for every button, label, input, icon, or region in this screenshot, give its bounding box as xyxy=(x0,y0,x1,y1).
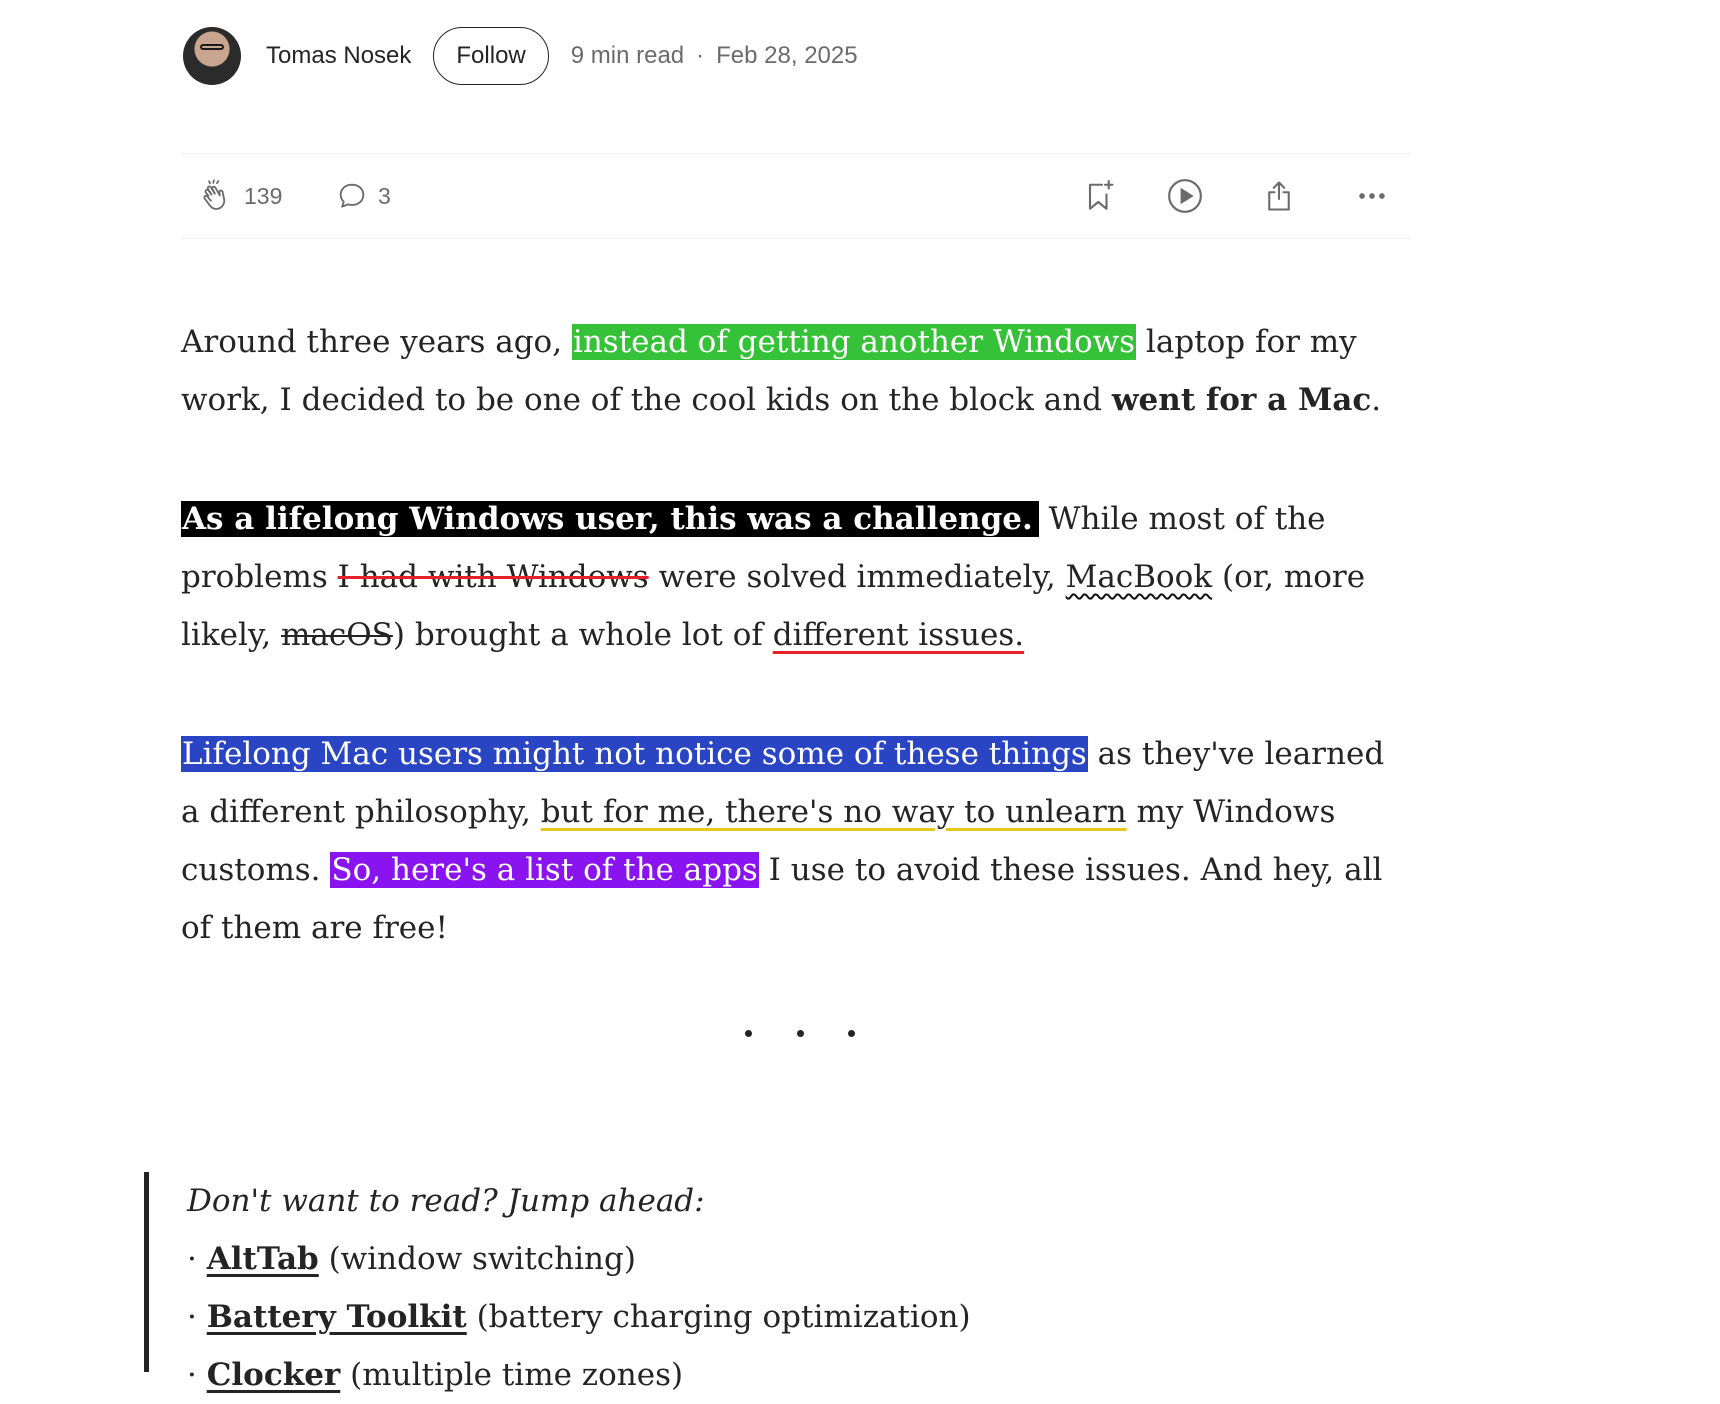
comment-button[interactable] xyxy=(336,154,391,238)
listen-button[interactable] xyxy=(1165,154,1205,238)
clap-count: 139 xyxy=(244,182,283,209)
black-highlight[interactable]: As a lifelong Windows user, this was a challenge. xyxy=(181,501,1039,537)
bold-text: went for a Mac xyxy=(1111,382,1372,418)
list-item xyxy=(187,1288,1244,1346)
comment-count: 3 xyxy=(378,182,391,209)
purple-highlight[interactable]: So, here's a list of the apps xyxy=(331,852,758,888)
yellow-underline[interactable]: but for me, there's no way to unlearn xyxy=(540,794,1127,830)
clap-icon xyxy=(198,178,234,214)
separator-dot xyxy=(745,1030,752,1037)
link-battery-toolkit[interactable]: Battery Toolkit xyxy=(206,1299,467,1335)
bullet: · xyxy=(187,1299,207,1335)
jump-ahead-quote xyxy=(144,1172,1244,1393)
separator-dot xyxy=(797,1030,804,1037)
paragraph-2 xyxy=(181,490,1411,664)
publish-date: Feb 28, 2025 xyxy=(716,42,858,69)
article-body xyxy=(181,313,1411,1018)
list-item xyxy=(187,1230,1244,1288)
author-name[interactable]: Tomas Nosek xyxy=(266,42,412,69)
comment-icon xyxy=(336,180,368,212)
link-clocker[interactable]: Clocker xyxy=(206,1357,341,1393)
text-span: my Windows customs. xyxy=(181,794,1336,888)
wavy-underline[interactable]: MacBook xyxy=(1065,559,1213,595)
black-strikethrough[interactable]: macOS xyxy=(280,617,393,653)
bookmark-add-icon xyxy=(1081,178,1117,214)
red-underline[interactable]: different issues. xyxy=(772,617,1025,653)
read-time-label: 9 min read xyxy=(570,42,685,69)
green-highlight[interactable]: instead of getting another Windows xyxy=(572,324,1136,360)
text-span: as they've learned a different philosophy, xyxy=(181,736,1385,830)
separator-dot xyxy=(848,1030,855,1037)
paragraph-3 xyxy=(181,725,1411,957)
item-description: (battery charging optimization) xyxy=(466,1299,971,1335)
clap-button[interactable] xyxy=(198,154,282,238)
text-span: . xyxy=(1371,382,1382,418)
avatar[interactable] xyxy=(183,27,241,85)
meta-separator: · xyxy=(696,42,705,69)
action-bar xyxy=(181,153,1411,239)
follow-button[interactable]: Follow xyxy=(433,27,548,85)
item-description: (window switching) xyxy=(318,1241,636,1277)
share-button[interactable] xyxy=(1261,154,1297,238)
text-span: While most of the problems xyxy=(181,501,1326,595)
author-row xyxy=(183,26,858,86)
quote-intro: Don't want to read? Jump ahead: xyxy=(187,1183,705,1219)
text-span: laptop for my work, I decided to be one of the cool kids on the block and xyxy=(181,324,1357,418)
more-icon xyxy=(1355,179,1389,213)
bookmark-button[interactable] xyxy=(1081,154,1117,238)
read-time xyxy=(571,42,858,70)
more-options-button[interactable] xyxy=(1355,154,1389,238)
bullet: · xyxy=(187,1357,207,1393)
red-strikethrough[interactable]: I had with Windows xyxy=(337,559,649,595)
paragraph-1 xyxy=(181,313,1411,429)
link-alttab[interactable]: AltTab xyxy=(206,1241,319,1277)
bullet: · xyxy=(187,1241,207,1277)
text-span: I use to avoid these issues. And hey, all of them are free! xyxy=(181,852,1383,946)
item-description: (multiple time zones) xyxy=(340,1357,684,1393)
text-span: Around three years ago, xyxy=(181,324,572,360)
text-span: ) brought a whole lot of xyxy=(392,617,773,653)
blue-highlight[interactable]: Lifelong Mac users might not notice some of these things xyxy=(182,736,1087,772)
list-item xyxy=(187,1346,1244,1404)
share-icon xyxy=(1261,178,1297,214)
play-icon xyxy=(1165,176,1205,216)
text-span: were solved immediately, xyxy=(648,559,1066,595)
text-span: (or, more likely, xyxy=(181,559,1366,653)
section-separator xyxy=(745,1030,855,1037)
